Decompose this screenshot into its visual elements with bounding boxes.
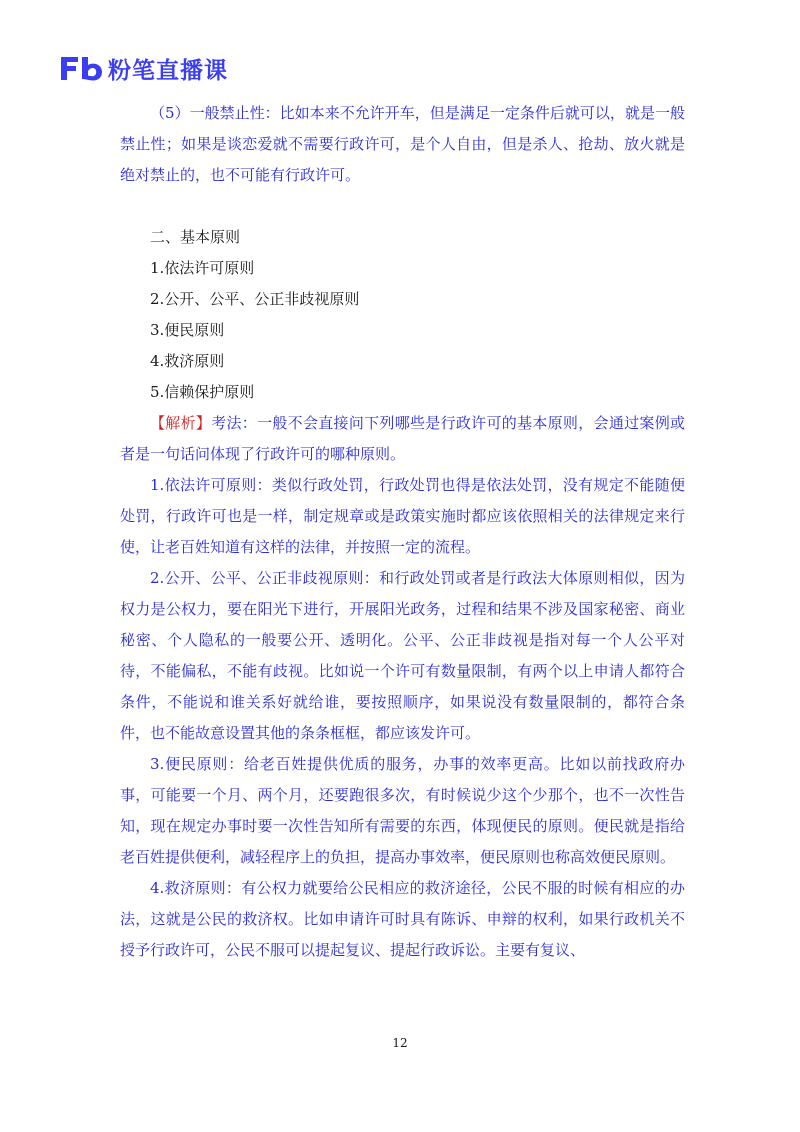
document-body	[120, 98, 685, 966]
principle-item: 1.依法许可原则	[150, 259, 255, 277]
analysis-text: 考法：一般不会直接问下列哪些是行政许可的基本原则，会通过案例或者是一句话问体现了行政许可的哪种原则。	[120, 414, 685, 463]
analysis-paragraph	[120, 408, 685, 470]
principle-item: 3.便民原则	[150, 321, 225, 339]
brand-name: 粉笔直播课	[108, 57, 228, 84]
principle-item: 4.救济原则	[150, 352, 225, 370]
explanation-paragraph: 4.救济原则：有公权力就要给公民相应的救济途径，公民不服的时候有相应的办法，这就是公民的救济权。比如申请许可时具有陈诉、申辩的权利，如果行政机关不授予行政许可，公民不服可以提起复议、提起行政诉讼。主要有复议、	[120, 879, 685, 959]
header	[58, 52, 228, 84]
explanation-paragraph: 2.公开、公平、公正非歧视原则：和行政处罚或者是行政法大体原则相似，因为权力是公权力，要在阳光下进行，开展阳光政务，过程和结果不涉及国家秘密、商业秘密、个人隐私的一般要公开、透明化。公平、公正非歧视是指对每一个人公平对待，不能偏私，不能有歧视。比如说一个许可有数量限制，有两个以上申请人都符合条件，不能说和谁关系好就给谁，要按照顺序，如果说没有数量限制的，都符合条件，也不能故意设置其他的条条框框，都应该发许可。	[120, 569, 685, 742]
principle-item: 2.公开、公平、公正非歧视原则	[150, 290, 360, 308]
intro-paragraph: （5）一般禁止性：比如本来不允许开车，但是满足一定条件后就可以，就是一般禁止性；如果是谈恋爱就不需要行政许可，是个人自由，但是杀人、抢劫、放火就是绝对禁止的，也不可能有行政许可。	[120, 104, 685, 184]
page-number: 12	[392, 1036, 408, 1050]
explanation-paragraph: 1.依法许可原则：类似行政处罚，行政处罚也得是依法处罚，没有规定不能随便处罚，行政许可也是一样，制定规章或是政策实施时都应该依照相关的法律规定来行使，让老百姓知道有这样的法律，并按照一定的流程。	[120, 476, 685, 556]
explanation-paragraph: 3.便民原则：给老百姓提供优质的服务，办事的效率更高。比如以前找政府办事，可能要一个月、两个月，还要跑很多次，有时候说少这个少那个，也不一次性告知，现在规定办事时要一次性告知所有需要的东西，体现便民的原则。便民就是指给老百姓提供便利，减轻程序上的负担，提高办事效率，便民原则也称高效便民原则。	[120, 755, 685, 866]
principle-item: 5.信赖保护原则	[150, 383, 255, 401]
analysis-tag: 【解析】	[150, 414, 212, 432]
section-title: 二、基本原则	[150, 228, 241, 246]
fenbi-logo-icon	[58, 54, 104, 82]
